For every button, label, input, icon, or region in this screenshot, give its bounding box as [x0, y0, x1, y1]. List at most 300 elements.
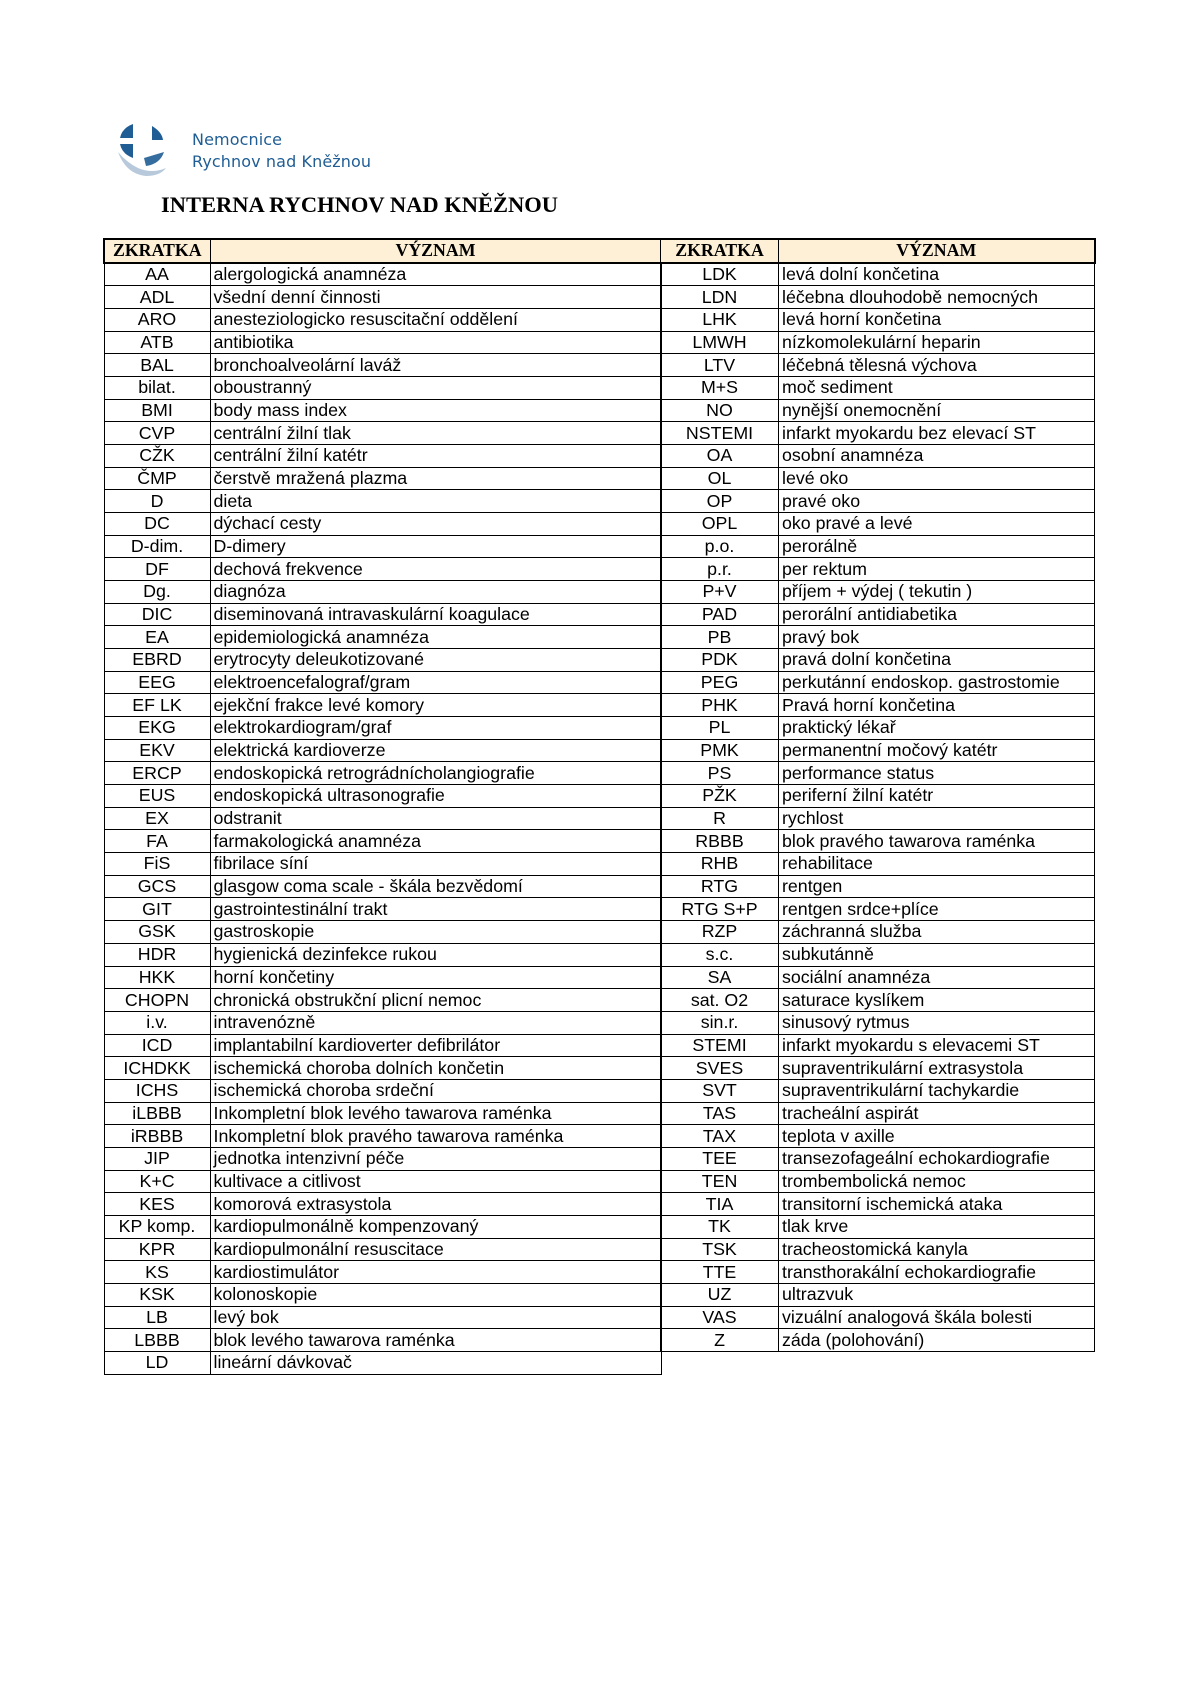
- meaning-cell: odstranit: [210, 807, 661, 830]
- table-row: [104, 921, 661, 944]
- abbreviation-cell: EX: [104, 807, 210, 830]
- table-row: [104, 603, 661, 626]
- meaning-cell: anesteziologicko resuscitační oddělení: [210, 309, 661, 332]
- table-row: [104, 966, 661, 989]
- table-row: [104, 1329, 661, 1352]
- table-row: [104, 1102, 661, 1125]
- meaning-cell: blok levého tawarova raménka: [210, 1329, 661, 1352]
- abbreviation-cell: LMWH: [661, 331, 779, 354]
- abbreviation-cell: PEG: [661, 671, 779, 694]
- meaning-cell: záda (polohování): [779, 1329, 1095, 1352]
- meaning-cell: blok pravého tawarova raménka: [779, 830, 1095, 853]
- meaning-cell: centrální žilní katétr: [210, 445, 661, 468]
- table-row: [661, 1125, 1095, 1148]
- table-row: [104, 626, 661, 649]
- table-row: [104, 649, 661, 672]
- table-row: [104, 853, 661, 876]
- meaning-cell: levá dolní končetina: [779, 263, 1095, 286]
- abbreviation-cell: PŽK: [661, 785, 779, 808]
- table-row: [661, 989, 1095, 1012]
- table-body-right: [661, 263, 1095, 1352]
- meaning-cell: perorálně: [779, 535, 1095, 558]
- table-row: [661, 898, 1095, 921]
- abbreviation-cell: i.v.: [104, 1011, 210, 1034]
- abbreviation-cell: P+V: [661, 581, 779, 604]
- table-row: [104, 535, 661, 558]
- meaning-cell: oboustranný: [210, 377, 661, 400]
- abbreviation-cell: TAS: [661, 1102, 779, 1125]
- meaning-cell: alergologická anamnéza: [210, 263, 661, 286]
- abbreviation-cell: ATB: [104, 331, 210, 354]
- table-row: [104, 1057, 661, 1080]
- table-row: [661, 694, 1095, 717]
- table-row: [661, 785, 1095, 808]
- abbreviation-cell: NO: [661, 399, 779, 422]
- table-row: [104, 694, 661, 717]
- table-row: [104, 399, 661, 422]
- table-row: [104, 1238, 661, 1261]
- abbreviation-cell: KES: [104, 1193, 210, 1216]
- meaning-cell: všední denní činnosti: [210, 286, 661, 309]
- table-row: [104, 445, 661, 468]
- abbreviation-cell: LB: [104, 1306, 210, 1329]
- abbreviation-cell: EF LK: [104, 694, 210, 717]
- abbreviation-cell: PS: [661, 762, 779, 785]
- meaning-cell: elektroencefalograf/gram: [210, 671, 661, 694]
- meaning-cell: oko pravé a levé: [779, 513, 1095, 536]
- meaning-cell: glasgow coma scale - škála bezvědomí: [210, 875, 661, 898]
- meaning-cell: pravá dolní končetina: [779, 649, 1095, 672]
- abbreviation-cell: iRBBB: [104, 1125, 210, 1148]
- meaning-cell: záchranná služba: [779, 921, 1095, 944]
- table-row: [661, 853, 1095, 876]
- meaning-cell: per rektum: [779, 558, 1095, 581]
- abbreviation-cell: TIA: [661, 1193, 779, 1216]
- table-row: [104, 263, 661, 286]
- abbreviation-cell: BMI: [104, 399, 210, 422]
- meaning-cell: endoskopická ultrasonografie: [210, 785, 661, 808]
- meaning-cell: gastrointestinální trakt: [210, 898, 661, 921]
- table-row: [661, 1079, 1095, 1102]
- table-row: [104, 989, 661, 1012]
- abbreviation-cell: LD: [104, 1351, 210, 1374]
- meaning-cell: perorální antidiabetika: [779, 603, 1095, 626]
- logo-text-line1: Nemocnice: [192, 130, 283, 149]
- table-row: [661, 490, 1095, 513]
- table-row: [104, 1193, 661, 1216]
- abbreviation-cell: R: [661, 807, 779, 830]
- meaning-cell: transitorní ischemická ataka: [779, 1193, 1095, 1216]
- table-row: [104, 830, 661, 853]
- abbreviation-table-left: [103, 238, 662, 1375]
- table-row: [661, 807, 1095, 830]
- meaning-cell: saturace kyslíkem: [779, 989, 1095, 1012]
- meaning-cell: supraventrikulární tachykardie: [779, 1079, 1095, 1102]
- abbreviation-cell: ICHDKK: [104, 1057, 210, 1080]
- meaning-cell: elektrokardiogram/graf: [210, 717, 661, 740]
- abbreviation-cell: ERCP: [104, 762, 210, 785]
- abbreviation-cell: KP komp.: [104, 1215, 210, 1238]
- meaning-cell: antibiotika: [210, 331, 661, 354]
- meaning-cell: levé oko: [779, 467, 1095, 490]
- meaning-cell: trombembolická nemoc: [779, 1170, 1095, 1193]
- meaning-cell: infarkt myokardu s elevacemi ST: [779, 1034, 1095, 1057]
- meaning-cell: ejekční frakce levé komory: [210, 694, 661, 717]
- table-row: [104, 943, 661, 966]
- table-row: [661, 1011, 1095, 1034]
- abbreviation-cell: LHK: [661, 309, 779, 332]
- table-row: [104, 1147, 661, 1170]
- table-row: [661, 1057, 1095, 1080]
- table-row: [661, 1193, 1095, 1216]
- abbreviation-cell: s.c.: [661, 943, 779, 966]
- page-title: INTERNA RYCHNOV NAD KNĚŽNOU: [161, 192, 558, 217]
- table-row: [104, 377, 661, 400]
- table-row: [661, 830, 1095, 853]
- abbreviation-cell: KSK: [104, 1283, 210, 1306]
- meaning-cell: tracheální aspirát: [779, 1102, 1095, 1125]
- column-header-abbreviation: ZKRATKA: [661, 239, 779, 263]
- meaning-cell: jednotka intenzivní péče: [210, 1147, 661, 1170]
- abbreviation-cell: RHB: [661, 853, 779, 876]
- meaning-cell: endoskopická retrográdnícholangiografie: [210, 762, 661, 785]
- meaning-cell: periferní žilní katétr: [779, 785, 1095, 808]
- meaning-cell: pravé oko: [779, 490, 1095, 513]
- abbreviation-cell: PHK: [661, 694, 779, 717]
- table-row: [661, 558, 1095, 581]
- abbreviation-cell: EKG: [104, 717, 210, 740]
- abbreviation-cell: DF: [104, 558, 210, 581]
- abbreviation-cell: HDR: [104, 943, 210, 966]
- abbreviation-cell: RTG S+P: [661, 898, 779, 921]
- meaning-cell: implantabilní kardioverter defibrilátor: [210, 1034, 661, 1057]
- table-row: [104, 309, 661, 332]
- meaning-cell: osobní anamnéza: [779, 445, 1095, 468]
- column-header-abbreviation: ZKRATKA: [104, 239, 210, 263]
- table-header-row: [661, 239, 1095, 263]
- abbreviation-cell: KPR: [104, 1238, 210, 1261]
- abbreviation-cell: HKK: [104, 966, 210, 989]
- table-row: [104, 1306, 661, 1329]
- meaning-cell: rehabilitace: [779, 853, 1095, 876]
- table-row: [104, 422, 661, 445]
- table-row: [661, 626, 1095, 649]
- meaning-cell: rychlost: [779, 807, 1095, 830]
- abbreviation-cell: PL: [661, 717, 779, 740]
- table-row: [661, 1215, 1095, 1238]
- meaning-cell: Inkompletní blok pravého tawarova raménka: [210, 1125, 661, 1148]
- meaning-cell: hygienická dezinfekce rukou: [210, 943, 661, 966]
- table-row: [104, 898, 661, 921]
- meaning-cell: D-dimery: [210, 535, 661, 558]
- abbreviation-cell: bilat.: [104, 377, 210, 400]
- meaning-cell: levá horní končetina: [779, 309, 1095, 332]
- abbreviation-cell: RTG: [661, 875, 779, 898]
- abbreviation-cell: D-dim.: [104, 535, 210, 558]
- abbreviation-cell: SVES: [661, 1057, 779, 1080]
- table-row: [104, 581, 661, 604]
- abbreviation-cell: PMK: [661, 739, 779, 762]
- abbreviation-cell: GIT: [104, 898, 210, 921]
- meaning-cell: epidemiologická anamnéza: [210, 626, 661, 649]
- table-row: [104, 785, 661, 808]
- table-row: [104, 467, 661, 490]
- abbreviation-cell: Z: [661, 1329, 779, 1352]
- meaning-cell: praktický lékař: [779, 717, 1095, 740]
- meaning-cell: kardiopulmonálně kompenzovaný: [210, 1215, 661, 1238]
- abbreviation-cell: DC: [104, 513, 210, 536]
- table-row: [661, 467, 1095, 490]
- abbreviation-cell: ARO: [104, 309, 210, 332]
- meaning-cell: příjem + výdej ( tekutin ): [779, 581, 1095, 604]
- meaning-cell: performance status: [779, 762, 1095, 785]
- logo-text-line2: Rychnov nad Kněžnou: [192, 152, 372, 171]
- meaning-cell: kolonoskopie: [210, 1283, 661, 1306]
- meaning-cell: komorová extrasystola: [210, 1193, 661, 1216]
- table-row: [661, 921, 1095, 944]
- table-row: [661, 875, 1095, 898]
- meaning-cell: dýchací cesty: [210, 513, 661, 536]
- meaning-cell: erytrocyty deleukotizované: [210, 649, 661, 672]
- table-row: [104, 1011, 661, 1034]
- abbreviation-cell: Dg.: [104, 581, 210, 604]
- table-row: [104, 513, 661, 536]
- meaning-cell: vizuální analogová škála bolesti: [779, 1306, 1095, 1329]
- table-row: [661, 1261, 1095, 1284]
- table-row: [661, 603, 1095, 626]
- hospital-logo-mark: [116, 122, 176, 184]
- meaning-cell: bronchoalveolární laváž: [210, 354, 661, 377]
- table-row: [661, 1329, 1095, 1352]
- table-row: [104, 875, 661, 898]
- abbreviation-cell: TTE: [661, 1261, 779, 1284]
- abbreviation-cell: p.o.: [661, 535, 779, 558]
- meaning-cell: permanentní močový katétr: [779, 739, 1095, 762]
- abbreviation-cell: GCS: [104, 875, 210, 898]
- abbreviation-cell: ICHS: [104, 1079, 210, 1102]
- meaning-cell: diagnóza: [210, 581, 661, 604]
- table-row: [661, 399, 1095, 422]
- table-row: [104, 1079, 661, 1102]
- abbreviation-cell: sat. O2: [661, 989, 779, 1012]
- meaning-cell: elektrická kardioverze: [210, 739, 661, 762]
- meaning-cell: levý bok: [210, 1306, 661, 1329]
- abbreviation-cell: OL: [661, 467, 779, 490]
- abbreviation-cell: GSK: [104, 921, 210, 944]
- meaning-cell: transezofageální echokardiografie: [779, 1147, 1095, 1170]
- abbreviation-cell: TEE: [661, 1147, 779, 1170]
- table-row: [661, 739, 1095, 762]
- meaning-cell: ischemická choroba dolních končetin: [210, 1057, 661, 1080]
- meaning-cell: nynější onemocnění: [779, 399, 1095, 422]
- table-row: [661, 762, 1095, 785]
- meaning-cell: lineární dávkovač: [210, 1351, 661, 1374]
- meaning-cell: Inkompletní blok levého tawarova raménka: [210, 1102, 661, 1125]
- table-body-left: [104, 263, 661, 1374]
- abbreviation-cell: LBBB: [104, 1329, 210, 1352]
- meaning-cell: rentgen: [779, 875, 1095, 898]
- meaning-cell: ischemická choroba srdeční: [210, 1079, 661, 1102]
- meaning-cell: tracheostomická kanyla: [779, 1238, 1095, 1261]
- abbreviation-cell: TAX: [661, 1125, 779, 1148]
- table-row: [104, 807, 661, 830]
- table-row: [661, 331, 1095, 354]
- meaning-cell: sociální anamnéza: [779, 966, 1095, 989]
- table-row: [661, 309, 1095, 332]
- table-row: [661, 671, 1095, 694]
- table-header-row: [104, 239, 661, 263]
- abbreviation-cell: ICD: [104, 1034, 210, 1057]
- column-header-meaning: VÝZNAM: [210, 239, 661, 263]
- abbreviation-cell: EA: [104, 626, 210, 649]
- abbreviation-cell: VAS: [661, 1306, 779, 1329]
- meaning-cell: farmakologická anamnéza: [210, 830, 661, 853]
- table-row: [104, 1034, 661, 1057]
- meaning-cell: kardiostimulátor: [210, 1261, 661, 1284]
- abbreviation-cell: iLBBB: [104, 1102, 210, 1125]
- meaning-cell: perkutánní endoskop. gastrostomie: [779, 671, 1095, 694]
- table-row: [104, 1170, 661, 1193]
- meaning-cell: transthorakální echokardiografie: [779, 1261, 1095, 1284]
- abbreviation-table-right: [660, 238, 1096, 1352]
- table-row: [661, 1147, 1095, 1170]
- abbreviation-cell: TK: [661, 1215, 779, 1238]
- abbreviation-cell: M+S: [661, 377, 779, 400]
- abbreviation-cell: CVP: [104, 422, 210, 445]
- abbreviation-cell: RZP: [661, 921, 779, 944]
- table-row: [661, 943, 1095, 966]
- table-row: [104, 558, 661, 581]
- table-row: [661, 1034, 1095, 1057]
- abbreviation-cell: OA: [661, 445, 779, 468]
- meaning-cell: dieta: [210, 490, 661, 513]
- meaning-cell: rentgen srdce+plíce: [779, 898, 1095, 921]
- table-row: [104, 739, 661, 762]
- abbreviation-cell: STEMI: [661, 1034, 779, 1057]
- table-row: [661, 966, 1095, 989]
- abbreviation-cell: PB: [661, 626, 779, 649]
- hospital-logo: [116, 122, 416, 186]
- table-row: [104, 717, 661, 740]
- meaning-cell: kultivace a citlivost: [210, 1170, 661, 1193]
- meaning-cell: čerstvě mražená plazma: [210, 467, 661, 490]
- meaning-cell: kardiopulmonální resuscitace: [210, 1238, 661, 1261]
- abbreviation-cell: EUS: [104, 785, 210, 808]
- abbreviation-cell: ČMP: [104, 467, 210, 490]
- meaning-cell: sinusový rytmus: [779, 1011, 1095, 1034]
- abbreviation-cell: KS: [104, 1261, 210, 1284]
- abbreviation-cell: OP: [661, 490, 779, 513]
- column-header-meaning: VÝZNAM: [779, 239, 1095, 263]
- meaning-cell: teplota v axille: [779, 1125, 1095, 1148]
- abbreviation-cell: NSTEMI: [661, 422, 779, 445]
- meaning-cell: léčebná tělesná výchova: [779, 354, 1095, 377]
- table-row: [661, 649, 1095, 672]
- table-row: [661, 581, 1095, 604]
- meaning-cell: nízkomolekulární heparin: [779, 331, 1095, 354]
- abbreviation-cell: OPL: [661, 513, 779, 536]
- table-row: [661, 377, 1095, 400]
- table-row: [661, 1283, 1095, 1306]
- abbreviation-cell: JIP: [104, 1147, 210, 1170]
- table-row: [661, 445, 1095, 468]
- meaning-cell: fibrilace síní: [210, 853, 661, 876]
- meaning-cell: Pravá horní končetina: [779, 694, 1095, 717]
- abbreviation-cell: SA: [661, 966, 779, 989]
- table-row: [104, 1351, 661, 1374]
- abbreviation-cell: D: [104, 490, 210, 513]
- abbreviation-cell: SVT: [661, 1079, 779, 1102]
- table-row: [661, 422, 1095, 445]
- abbreviation-cell: AA: [104, 263, 210, 286]
- abbreviation-cell: DIC: [104, 603, 210, 626]
- table-row: [104, 286, 661, 309]
- meaning-cell: chronická obstrukční plicní nemoc: [210, 989, 661, 1012]
- table-row: [104, 1215, 661, 1238]
- meaning-cell: ultrazvuk: [779, 1283, 1095, 1306]
- table-row: [661, 717, 1095, 740]
- table-row: [661, 1102, 1095, 1125]
- table-row: [104, 1283, 661, 1306]
- abbreviation-cell: BAL: [104, 354, 210, 377]
- meaning-cell: supraventrikulární extrasystola: [779, 1057, 1095, 1080]
- abbreviation-cell: PAD: [661, 603, 779, 626]
- abbreviation-cell: K+C: [104, 1170, 210, 1193]
- table-row: [661, 1238, 1095, 1261]
- abbreviation-cell: ADL: [104, 286, 210, 309]
- abbreviation-cell: UZ: [661, 1283, 779, 1306]
- abbreviation-cell: LDK: [661, 263, 779, 286]
- table-row: [104, 490, 661, 513]
- abbreviation-cell: CHOPN: [104, 989, 210, 1012]
- abbreviation-cell: EBRD: [104, 649, 210, 672]
- meaning-cell: centrální žilní tlak: [210, 422, 661, 445]
- table-row: [104, 762, 661, 785]
- table-row: [661, 286, 1095, 309]
- abbreviation-cell: CŽK: [104, 445, 210, 468]
- meaning-cell: tlak krve: [779, 1215, 1095, 1238]
- abbreviation-cell: FiS: [104, 853, 210, 876]
- meaning-cell: léčebna dlouhodobě nemocných: [779, 286, 1095, 309]
- meaning-cell: pravý bok: [779, 626, 1095, 649]
- abbreviation-cell: TEN: [661, 1170, 779, 1193]
- meaning-cell: horní končetiny: [210, 966, 661, 989]
- abbreviation-cell: sin.r.: [661, 1011, 779, 1034]
- abbreviation-cell: EKV: [104, 739, 210, 762]
- abbreviation-cell: p.r.: [661, 558, 779, 581]
- abbreviation-cell: LDN: [661, 286, 779, 309]
- meaning-cell: infarkt myokardu bez elevací ST: [779, 422, 1095, 445]
- meaning-cell: dechová frekvence: [210, 558, 661, 581]
- meaning-cell: gastroskopie: [210, 921, 661, 944]
- abbreviation-cell: FA: [104, 830, 210, 853]
- table-row: [104, 354, 661, 377]
- table-row: [661, 513, 1095, 536]
- meaning-cell: subkutánně: [779, 943, 1095, 966]
- abbreviation-cell: EEG: [104, 671, 210, 694]
- table-row: [661, 535, 1095, 558]
- table-row: [104, 1261, 661, 1284]
- meaning-cell: body mass index: [210, 399, 661, 422]
- table-row: [104, 331, 661, 354]
- abbreviation-cell: TSK: [661, 1238, 779, 1261]
- meaning-cell: intravenózně: [210, 1011, 661, 1034]
- table-row: [661, 1306, 1095, 1329]
- table-row: [661, 354, 1095, 377]
- table-row: [104, 1125, 661, 1148]
- meaning-cell: moč sediment: [779, 377, 1095, 400]
- table-row: [661, 263, 1095, 286]
